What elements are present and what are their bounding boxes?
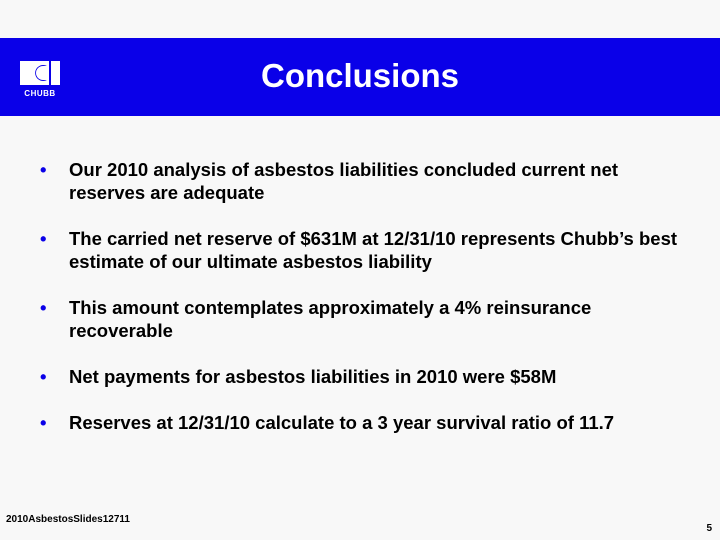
bullet-text: This amount contemplates approximately a 4% reinsurance recoverable <box>69 297 592 341</box>
bullet-dot-icon: • <box>40 159 47 180</box>
logo-text: CHUBB <box>24 89 56 98</box>
bullet-item <box>38 411 698 434</box>
title-banner <box>0 38 720 116</box>
bullet-item <box>38 365 698 388</box>
bullet-text: Net payments for asbestos liabilities in 2010 were $58M <box>69 366 557 387</box>
bullet-item <box>38 158 698 204</box>
bullet-item <box>38 227 698 273</box>
bullet-list <box>38 158 698 457</box>
bullet-text: Reserves at 12/31/10 calculate to a 3 year survival ratio of 11.7 <box>69 412 615 433</box>
bullet-dot-icon: • <box>40 297 47 318</box>
bullet-text: The carried net reserve of $631M at 12/31/10 represents Chubb’s best estimate of our ultimate asbestos liability <box>69 228 678 272</box>
bullet-item <box>38 296 698 342</box>
page-number: 5 <box>706 523 712 534</box>
bullet-text: Our 2010 analysis of asbestos liabilities concluded current net reserves are adequate <box>69 159 619 203</box>
bullet-dot-icon: • <box>40 366 47 387</box>
bullet-dot-icon: • <box>40 412 47 433</box>
footer-file-name: 2010AsbestosSlides12711 <box>6 514 130 525</box>
page-title: Conclusions <box>260 57 460 94</box>
bullet-dot-icon: • <box>40 228 47 249</box>
